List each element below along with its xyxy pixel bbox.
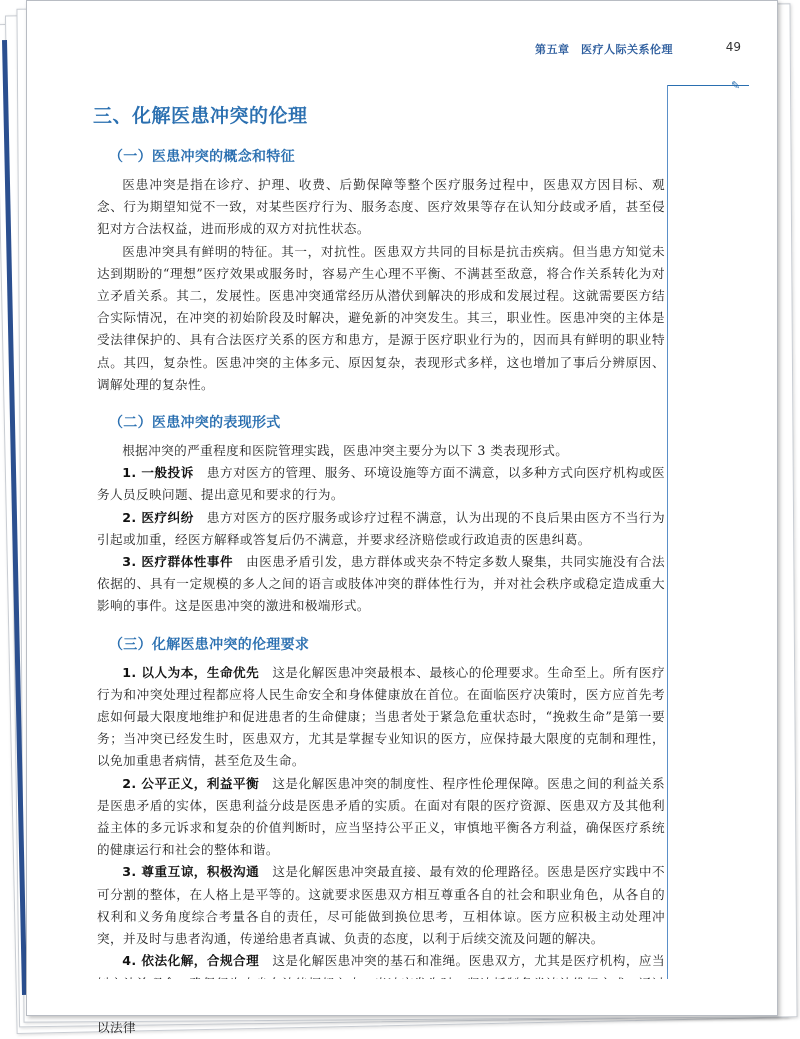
page-number: 49 — [725, 40, 741, 54]
paragraph-text: 这是化解医患冲突最直接、最有效的伦理路径。医患是医疗实践中不可分割的整体，在人格上是平等的。这就要求医患双方相互尊重各自的社会和职业角色，从各自的权利和义务角度综合考量各自的责任，尽可能做到换位思考，互相体谅。医方应积极主动处理冲突，并及时与患者沟通，传递给患者真诚、负责的态度，以利于后续交流及问题的解决。 — [97, 864, 665, 947]
paragraph-lead: 2. 医疗纠纷 — [122, 509, 194, 525]
paragraph-lead: 3. 尊重互谅，积极沟通 — [122, 864, 260, 880]
paragraph-lead: 2. 公平正义，利益平衡 — [122, 775, 260, 791]
paragraph — [97, 241, 665, 396]
subsection-title: （二）医患冲突的表现形式 — [109, 415, 281, 432]
paragraph — [97, 507, 665, 551]
subsection-title: （一）医患冲突的概念和特征 — [109, 149, 295, 165]
paragraph-text: 医患冲突具有鲜明的特征。其一，对抗性。医患双方共同的目标是抗击疾病。但当患方知觉未达到期盼的“理想”医疗效果或服务时，容易产生心理不平衡、不满甚至敌意，将合作关系转化为对立矛盾关系。其二，发展性。医患冲突通常经历从潜伏到解决的形成和发展过程。这就需要医方结合实际情况，在冲突的初始阶段及时解决，避免新的冲突发生。其三，职业性。医患冲突的主体是受法律保护的、具有合法医疗关系的医方和患方，是源于医疗职业行为的，因而具有鲜明的职业特点。其四，复杂性。医患冲突的主体多元、原因复杂，表现形式多样，这也增加了事后分辨原因、调解处理的复杂性。 — [97, 243, 665, 392]
paragraph — [97, 861, 665, 950]
book-page — [26, 0, 778, 1035]
paragraph-lead: 1. 一般投诉 — [122, 465, 194, 481]
paragraph-text: 这是化解医患冲突最根本、最核心的伦理要求。生命至上。所有医疗行为和冲突处理过程都应将人民生命安全和身体健康放在首位。在面临医疗决策时，医方应首先考虑如何最大限度地维护和促进患者的生命健康；当患者处于紧急危重状态时，“挽救生命”是第一要务；当冲突已经发生时，医患双方，尤其是掌握专业知识的医方，应保持最大限度的克制和理性，以免加重患者病情，甚至危及生命。 — [97, 664, 665, 769]
paragraph-text: 患方对医方的管理、服务、环境设施等方面不满意，以多种方式向医疗机构或医务人员反映问题、提出意见和要求的行为。 — [97, 465, 666, 503]
paragraph-text: 这是化解医患冲突的基石和准绳。医患双方，尤其是医疗机构，应当 以法律 — [97, 953, 665, 1035]
paragraph — [97, 440, 665, 462]
paragraph-text: 根据冲突的严重程度和医院管理实践，医患冲突主要分为以下 3 类表现形式。 — [122, 443, 569, 459]
paragraph-text: 由医患矛盾引发，患方群体或夹杂不特定多数人聚集，共同实施没有合法依据的、具有一定规模的多人之间的语言或肢体冲突的群体性行为，并对社会秩序或稳定造成重大影响的事件。这是医患冲突的激进和极端形式。 — [97, 554, 665, 614]
paragraph — [97, 551, 665, 618]
subsection-title: （三）化解医患冲突的伦理要求 — [109, 636, 310, 653]
paragraph-text: 医患冲突是指在诊疗、护理、收费、后勤保障等整个医疗服务过程中，医患双方因目标、观念、行为期望知觉不一致，对某些医疗行为、服务态度、医疗效果等存在认知分歧或矛盾，甚至侵犯对方合法权益，进而形成的双方对抗性状态。 — [97, 177, 665, 237]
paragraph — [97, 174, 665, 241]
paragraph — [97, 462, 665, 506]
page-header — [27, 41, 777, 61]
paragraph-text: 这是化解医患冲突的制度性、程序性伦理保障。医患之间的利益关系是医患矛盾的实体，医患利益分歧是医患矛盾的实质。在面对有限的医疗资源、医患双方及其他利益主体的多元诉求和复杂的价值判断时，应当坚持公平正义，审慎地平衡各方利益，确保医疗系统的健康运行和社会的整体和谐。 — [97, 775, 665, 858]
paragraph-lead: 4. 依法化解，合规合理 — [122, 953, 260, 969]
paragraph-text: 患方对医方的医疗服务或诊疗过程不满意，认为出现的不良后果由医方不当行为引起或加重，经医方解释或答复后仍不满意，并要求经济赔偿或行政追责的医患纠葛。 — [97, 509, 666, 547]
decorative-margin-line — [667, 85, 669, 985]
paragraph-lead: 3. 医疗群体性事件 — [122, 554, 234, 570]
subsection-list — [97, 146, 665, 1039]
page-bottom-margin — [27, 979, 777, 1015]
chapter-title: 第五章 医疗人际关系伦理 — [535, 43, 673, 56]
paragraph-lead: 1. 以人为本，生命优先 — [122, 664, 260, 680]
page-content — [93, 101, 666, 1039]
paragraph — [97, 662, 665, 773]
pen-icon: ✎ — [731, 79, 741, 92]
paragraph — [97, 773, 665, 862]
section-title: 三、化解医患冲突的伦理 — [93, 105, 308, 127]
